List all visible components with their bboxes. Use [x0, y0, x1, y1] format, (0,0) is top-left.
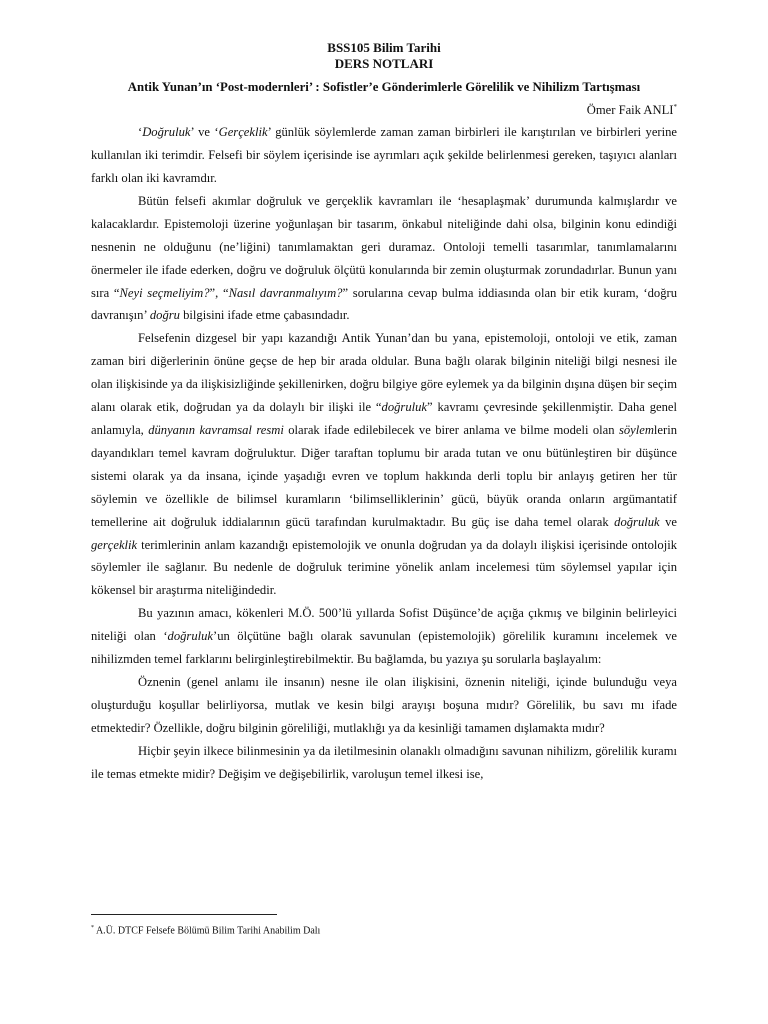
author-line	[91, 99, 677, 119]
text-run: Felsefenin dizgesel bir yapı kazandığı Antik Yunan’dan bu yana, epistemoloji, ontoloji ve etik, zaman zaman biri diğerlerinin önüne geçse de hep bir arada oldular. Buna bağlı olarak bilginin niteliği bilgi nesnesi ile olan ilişkisinde ya da ilişkisizliğinde şekillenirken, doğru bilgiye göre eylemek ya da bilginin dışına düşen bir seçim alanı olarak etik, doğrudan ya da dolaylı bir ilişki ile “	[91, 331, 677, 415]
paragraph-4	[91, 602, 677, 671]
footnote-text: A.Ü. DTCF Felsefe Bölümü Bilim Tarihi Anabilim Dalı	[94, 925, 321, 937]
text-run: bilgisini ifade etme çabasındadır.	[179, 308, 350, 323]
paragraph-3	[91, 327, 677, 602]
author-footnote-mark: *	[673, 103, 677, 111]
emphasis-text: doğruluk	[614, 514, 660, 529]
text-run: Öznenin (genel anlamı ile insanın) nesne ile olan ilişkisini, öznenin niteliği, içinde bulunduğu veya oluşturduğu koşullar belirliyorsa, mutlak ve kesin bilgi arayışı boşuna mıdır? Görelilik, bu savı mı ifade etmektedir? Özellikle, doğru bilginin göreliliği, mutlaklığı ya da kesinliği tamamen dışlamakta mıdır?	[91, 674, 677, 735]
paragraph-6	[91, 740, 677, 786]
emphasis-text: gerçeklik	[91, 537, 138, 552]
footnote-divider	[91, 914, 277, 915]
paragraph-5	[91, 671, 677, 740]
text-run: terimlerinin anlam kazandığı epistemolojik ve onunla doğrudan ya da dolaylı ilişkisi içerisinde ontolojik söylemler ile sağlanır. Bu nedenle de doğruluk terimine yönelik anlam incelemesi tüm söylemsel yapılar için kökensel bir araştırma niteliğindedir.	[91, 537, 677, 598]
text-run: ” sorularına cevap bulma iddiasında olan bir etik kuram, ‘doğru davranışın’	[91, 285, 677, 323]
text-run: ‘	[138, 125, 143, 140]
paragraph-1	[91, 121, 677, 190]
text-run: Bu yazının amacı, kökenleri M.Ö. 500’lü yıllarda Sofist Düşünce’de açığa çıkmış ve bilginin belirleyici niteliği olan ‘	[91, 606, 677, 644]
footnote	[91, 922, 320, 937]
article-title: Antik Yunan’ın ‘Post-modernleri’ : Sofistler’e Gönderimlerle Görelilik ve Nihilizm Tartışması	[127, 80, 641, 94]
text-run: Hiçbir şeyin ilkece bilinmesinin ya da iletilmesinin olanaklı olmadığını savunan nihilizm, görelilik kuramı ile temas etmekte midir? Değişim ve değişebilirlik, varoluşun temel ilkesi ise,	[91, 743, 677, 781]
text-run: ”, “	[209, 285, 229, 300]
emphasis-text: dünyanın kavramsal resmi	[148, 422, 284, 437]
emphasis-text: doğru	[149, 308, 180, 323]
text-run: lerin dayandıkları temel kavram doğruluktur. Diğer taraftan toplumu bir arada tutan ve onu bütünleştiren bir düşünce sistemi olarak ya da insana, içinde yaşadığı evren ve toplum hakkında derli toplu bir anlayış getiren her tür söylemin ve özellikle de bilimsel kuramların ‘bilimselliklerinin’ gücü, büyük oranda onların argümantatif temellerine ait doğruluk iddialarının gücü tarafından kurulmaktadır. Bu güç ise daha temel olarak	[91, 422, 678, 529]
text-run: ve	[659, 514, 677, 529]
emphasis-text: doğruluk	[381, 400, 428, 415]
emphasis-text: doğruluk	[167, 629, 214, 644]
emphasis-text: Neyi seçmeliyim?	[119, 285, 210, 300]
emphasis-text: Nasıl davranmalıyım?	[228, 285, 343, 300]
emphasis-text: söylem	[618, 422, 654, 437]
text-run: ” kavramı çevresinde şekillenmiştir. Daha genel anlamıyla,	[91, 400, 678, 437]
text-run: ’un ölçütüne bağlı olarak savunulan (epistemolojik) görelilik kuramını incelemek ve nihilizmden temel farklarını belirginleştirebilmektir. Bu bağlamda, bu yazıya şu sorularla başlayalım:	[91, 629, 677, 667]
course-code: BSS105 Bilim Tarihi	[327, 40, 441, 55]
text-run: ’ ve ‘	[190, 125, 219, 140]
text-run: olarak ifade edilebilecek ve birer anlama ve bilme modeli olan	[283, 422, 619, 437]
footnote-mark: *	[91, 925, 94, 931]
text-run: ’ günlük söylemlerde zaman zaman birbirleri ile karıştırılan ve birbirleri yerine kullanılan iki terimdir. Felsefi bir söylem içerisinde ise ayrımları açık şekilde belirlenmesi gereken, taşıyıcı alanları farklı olan iki kavramdır.	[91, 125, 677, 185]
emphasis-text: Doğruluk	[142, 125, 191, 140]
author-name: Ömer Faik ANLI	[586, 103, 674, 118]
text-run: Bütün felsefi akımlar doğruluk ve gerçeklik kavramları ile ‘hesaplaşmak’ durumunda kalmışlardır ve kalacaklardır. Epistemoloji üzerine yoğunlaşan bir tasarım, önkabul niteliğinde dahi olsa, bilginin konu edindiği nesnenin ne olduğunu (ne’liğini) tanımlamaktan geri duramaz. Ontoloji temelli tasarımlar, tanımlamalarını önermeler ile ifade ederken, doğru ve doğruluk ölçütü konularında bir zemin oluşturmak zorundadırlar. Bunun yanı sıra “	[91, 193, 677, 300]
emphasis-text: Gerçeklik	[218, 125, 268, 140]
paragraph-2	[91, 190, 677, 327]
document-body	[91, 40, 677, 785]
notes-heading: DERS NOTLARI	[334, 56, 434, 71]
